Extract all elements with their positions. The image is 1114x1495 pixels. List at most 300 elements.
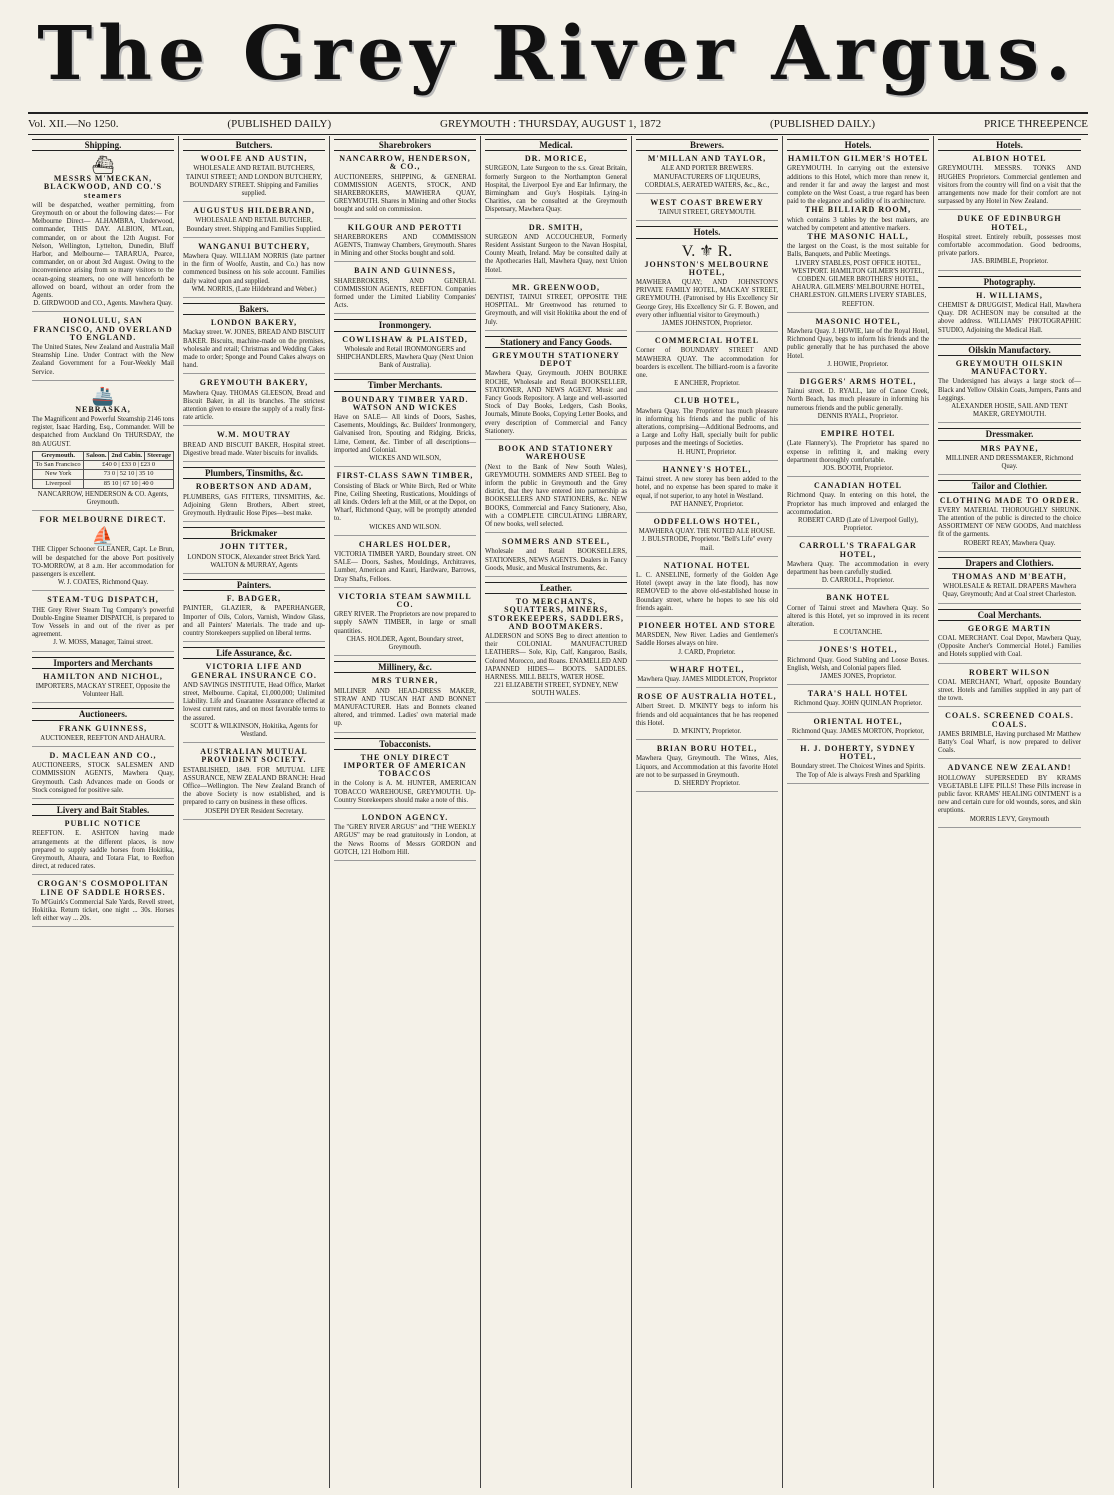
ad-body: Mawhera Quay, Greymouth. JOHN BOURKE ROCHE, Wholesale and Retail BOOKSELLER, STATIONER, AND NEWS AGENT. Music and Fancy Goods Repository. A large and well-assorted Stock of Day Books, Ledgers, Cash Books, Journals, Minute Books, Copying Letter Books, and every description of Commercial and Fancy Stationery. bbox=[485, 370, 627, 435]
ad-body: THE Grey River Steam Tug Company's powerful Double-Engine Steamer DISPATCH, is prepared to Tow Vessels in and out of the river as per agreement. bbox=[32, 606, 174, 639]
ad-title: MASONIC HOTEL, bbox=[815, 316, 901, 326]
fare-values: 85 10 | 67 10 | 40 0 bbox=[84, 479, 174, 488]
schooner-icon: ⛵ bbox=[91, 526, 115, 547]
section-ironmongery: Ironmongery. bbox=[334, 319, 476, 331]
ad-title: H. J. DOHERTY, SYDNEY HOTEL, bbox=[800, 743, 916, 762]
ad-hamilton-nichol bbox=[32, 673, 174, 704]
ad-title: HONOLULU, SAN FRANCISCO, AND OVERLAND TO ENGLAND. bbox=[33, 316, 173, 342]
section-hotels: Hotels. bbox=[636, 226, 778, 238]
ad-body: PLUMBERS, GAS FITTERS, TINSMITHS, &c. Adjoining Glenn Brothers, Albert street, Greymouth. Hydraulic Hose Pipes—best make. bbox=[183, 493, 325, 517]
section-brewers: Brewers. bbox=[636, 139, 778, 151]
ad-body: HOLLOWAY SUPERSEDED BY KRAMS VEGETABLE LIFE PILLS! These Pills increase in public favor. KRAMS' HEALING OINTMENT is a new and certain cure for old wounds, sores, and skin eruptions. bbox=[938, 774, 1081, 815]
steamship-icon: 🚢 bbox=[91, 385, 115, 406]
ad-first-class-timber bbox=[334, 472, 476, 535]
section-medical: Medical. bbox=[485, 139, 627, 151]
ad-body: Mawhera Quay. The accommodation in every department has been carefully studied. bbox=[787, 560, 929, 576]
ad-woolfe-austin bbox=[183, 155, 325, 202]
ad-oilskin bbox=[938, 360, 1081, 423]
section-life-assurance: Life Assurance, &c. bbox=[183, 647, 325, 659]
ad-body: Have on SALE— All kinds of Doors, Sashes, Casements, Mouldings, &c. Builders' Ironmongery, Galvanised Iron, Spouting and Ridging. Bricks, Lime, Cement, &c. Timber of all descriptions—imported and Colonial. bbox=[334, 414, 476, 454]
ad-london-agency bbox=[334, 814, 476, 861]
ad-signature: E COUTANCHE. bbox=[833, 629, 883, 637]
ad-commercial-hotel bbox=[636, 337, 778, 392]
ad-body: Wholesale and Retail IRONMONGERS and SHIPCHANDLERS, Mawhera Quay (Next Union Bank of Australia). bbox=[336, 345, 474, 370]
ad-oddfellows bbox=[636, 518, 778, 557]
fare-values: £40 0 | £33 0 | £23 0 bbox=[84, 461, 174, 470]
ad-body: will be despatched, weather permitting, from Greymouth on or about the following dates:— For Melbourne Direct— ALHAMBRA, Underwood, commander, THIS DAY. ALBION, M'Lean, commander, on or about the 12th August. For Nelson, Wellington, Lyttelton, Dunedin, Bluff Harbor, and Melbourne— TARARUA, Pearce, commander, on or about 3rd August. Owing to the inconvenience arising from so many visitors to the ocean-going steamers, no one will henceforth be allowed on board, without an order from the Agents. bbox=[32, 201, 174, 300]
ad-title: MRS TURNER, bbox=[371, 676, 439, 686]
ad-title: ROSE OF AUSTRALIA HOTEL, bbox=[637, 692, 777, 702]
ad-title: BRIAN BORU HOTEL, bbox=[656, 744, 758, 754]
ad-title: VICTORIA LIFE AND GENERAL INSURANCE CO. bbox=[191, 662, 317, 680]
ad-title: TARA'S HALL HOTEL bbox=[807, 689, 909, 699]
ad-sydney-hotel bbox=[787, 745, 929, 784]
ad-title: NANCARROW, HENDERSON, & CO., bbox=[339, 154, 471, 172]
ad-body: WHOLESALE & RETAIL DRAPERS Mawhera Quay, Greymouth; And at Coal street Charleston. bbox=[942, 583, 1077, 599]
ad-body: EVERY MATERIAL THOROUGHLY SHRUNK. The attention of the public is directed to the choice ASSORTMENT OF NEW GOODS, And matchless fit of the garments. bbox=[938, 506, 1081, 539]
ad-body: Mawhera Quay. THOMAS GLEESON, Bread and Biscuit Baker, in all its branches. The strictest attention given to ensure the supply of a really first-rate article. bbox=[183, 389, 325, 422]
ad-title: ODDFELLOWS HOTEL, bbox=[653, 516, 761, 526]
ad-pioneer-hotel bbox=[636, 622, 778, 661]
column-4 bbox=[481, 136, 632, 1488]
ad-body: The Magnificent and Powerful Steamship 2146 tons register, Isaac Harding, Esq., Commander. Will be despatched from Auckland On THURSDAY, the 8th AUGUST. bbox=[32, 416, 174, 448]
ad-mrs-turner bbox=[334, 677, 476, 732]
ad-body: AUCTIONEER, REEFTON AND AHAURA. bbox=[40, 734, 166, 742]
ad-dr-morice bbox=[485, 155, 627, 218]
ad-greenwood bbox=[485, 284, 627, 331]
ad-thomas-mbeath bbox=[938, 573, 1081, 604]
section-butchers: Butchers. bbox=[183, 139, 325, 151]
ad-hunter bbox=[334, 754, 476, 809]
ad-body: Mawhera Quay. WILLIAM NORRIS (late partner in the firm of Woolfe, Austin, and Co.) has now commenced business on his sole account. Families daily waited upon and supplied. bbox=[183, 253, 325, 285]
ad-title: GEORGE MARTIN bbox=[967, 623, 1052, 633]
ad-body: VICTORIA TIMBER YARD, Boundary street. ON SALE— Doors, Sashes, Mouldings, Architraves, Lumber, American and Kauri, Hardware, Barrows, Dray Shafts, Felloes. bbox=[334, 550, 476, 583]
ad-title: WHARF HOTEL, bbox=[669, 664, 745, 674]
ad-cowlishaw bbox=[334, 336, 476, 375]
ad-title: CANADIAN HOTEL bbox=[813, 481, 902, 491]
masthead bbox=[0, 0, 1114, 108]
ad-diggers-arms bbox=[787, 378, 929, 425]
ad-title: STEAM-TUG DISPATCH, bbox=[47, 595, 159, 605]
ad-title: COMMERCIAL HOTEL bbox=[654, 336, 760, 346]
ad-title: WEST COAST BREWERY bbox=[650, 198, 764, 208]
ad-body: COAL MERCHANT. Coal Depot, Mawhera Quay, (Opposite Ancher's Commercial Hotel.) Families and Hotels supplied with Coal. bbox=[938, 634, 1081, 659]
section-hotels: Hotels. bbox=[787, 139, 929, 151]
section-auctioneers: Auctioneers. bbox=[32, 708, 174, 720]
price: PRICE THREEPENCE bbox=[983, 118, 1088, 130]
ad-title: JOHN TITTER, bbox=[219, 542, 289, 552]
ad-title: SOMMERS AND STEEL, bbox=[501, 537, 611, 547]
ad-body: Mawhera Quay. The Proprietor has much pleasure in informing his friends and the public of his alterations, comprising—Additional Bedrooms, and a Large and Lofty Hall, specially built for public purposes and the meetings of Societies. bbox=[636, 407, 778, 448]
ad-title: GREYMOUTH STATIONERY DEPOT bbox=[492, 351, 620, 369]
section-leather: Leather. bbox=[485, 582, 627, 594]
ad-oriental-hotel bbox=[787, 718, 929, 740]
ad-badger bbox=[183, 595, 325, 642]
volume-number: Vol. XII.—No 1250. bbox=[28, 118, 119, 130]
ad-subtitle: THE BILLIARD ROOM, bbox=[804, 205, 912, 215]
section-painters: Painters. bbox=[183, 579, 325, 591]
section-brickmaker: Brickmaker bbox=[183, 527, 325, 539]
ad-title: JONES'S HOTEL, bbox=[818, 645, 898, 655]
ad-body: Corner of Tainui street and Mawhera Quay. So altered is this Hotel, yet so improved in its recent alteration. bbox=[787, 604, 929, 628]
ad-mmillan bbox=[636, 155, 778, 194]
ad-signature: D. SHERDY Proprietor. bbox=[674, 779, 740, 787]
ad-signature: H. HUNT, Proprietor. bbox=[677, 448, 737, 456]
column-5 bbox=[632, 136, 783, 1488]
ad-steam-tug bbox=[32, 596, 174, 651]
ad-title: LONDON BAKERY, bbox=[210, 318, 298, 328]
ad-maclean bbox=[32, 752, 174, 799]
ad-title: CROGAN'S COSMOPOLITAN LINE OF SADDLE HORSES. bbox=[37, 879, 169, 897]
ad-title: HAMILTON GILMER'S HOTEL bbox=[788, 154, 928, 164]
ad-agent: J. W. MOSS, Manager, Tainui street. bbox=[53, 639, 153, 647]
ad-watson-wickes bbox=[334, 396, 476, 468]
ad-title: GREYMOUTH OILSKIN MANUFACTORY. bbox=[955, 359, 1064, 377]
ad-signature: PAT HANNEY, Proprietor. bbox=[670, 500, 744, 508]
ad-charles-holder bbox=[334, 541, 476, 588]
ad-rose-hotel bbox=[636, 693, 778, 740]
ad-albion-hotel bbox=[938, 155, 1081, 210]
ad-body: The United States, New Zealand and Australia Mail Steamship Line. Under Contract with the New Zealand Government for a Four-Weekly Mail Service. bbox=[32, 344, 174, 376]
ad-title: FIRST-CLASS SAWN TIMBER, bbox=[336, 471, 474, 481]
ad-agent: D. GIRDWOOD and CO., Agents. Mawhera Quay. bbox=[33, 300, 173, 308]
ad-canadian-hotel bbox=[787, 482, 929, 537]
ad-honolulu bbox=[32, 317, 174, 380]
ad-body: Boundary street. The Choicest Wines and Spirits. The Top of Ale is always Fresh and Sparkling bbox=[791, 763, 925, 779]
ad-address: 221 ELIZABETH STREET, SYDNEY, NEW SOUTH WALES. bbox=[493, 682, 619, 698]
ad-carroll-hotel bbox=[787, 542, 929, 589]
ad-title: DIGGERS' ARMS HOTEL, bbox=[799, 377, 917, 387]
ad-gleaner bbox=[32, 546, 174, 591]
ad-body: Mawhera Quay, Greymouth. The Wines, Ales, Liquors, and Accommodation at this favorite Hotel are not to be surpassed in Greymouth. bbox=[636, 755, 778, 779]
ad-title: KILGOUR AND PEROTTI bbox=[347, 222, 463, 232]
ad-title: GREYMOUTH BAKERY, bbox=[199, 378, 309, 388]
ad-body: MAWHERA QUAY. THE NOTED ALE HOUSE. J. BULSTRODE, Proprietor. "Bell's Life" every mail. bbox=[638, 528, 776, 552]
section-photography: Photography. bbox=[938, 276, 1081, 288]
ad-signature: CHAS. HOLDER, Agent, Boundary street, Greymouth. bbox=[346, 635, 464, 651]
ad-dr-smith bbox=[485, 224, 627, 279]
ad-body: AUCTIONEERS, STOCK SALESMEN AND COMMISSION AGENTS, Mawhera Quay, Greymouth. Cash Advances made on Goods or Stock consigned for positive sale. bbox=[32, 762, 174, 794]
ad-mmeckan bbox=[32, 175, 174, 312]
ad-mrs-payne bbox=[938, 445, 1081, 476]
ad-national-hotel bbox=[636, 562, 778, 617]
ad-signature: JAMES JOHNSTON, Proprietor. bbox=[661, 320, 753, 328]
ad-title: D. MACLEAN AND CO., bbox=[49, 750, 157, 760]
ad-body: Wholesale and Retail BOOKSELLERS, STATIONERS, NEWS AGENTS. Dealers in Fancy Goods, Music, and Musical Instruments, &c. bbox=[485, 548, 627, 572]
ship-icon: ⛴ bbox=[91, 155, 115, 176]
section-stationery: Stationery and Fancy Goods. bbox=[485, 336, 627, 348]
ad-title: FRANK GUINNESS, bbox=[58, 723, 148, 733]
ad-title: BOUNDARY TIMBER YARD. WATSON AND WICKES bbox=[341, 394, 469, 412]
section-oilskin: Oilskin Manufactory. bbox=[938, 344, 1081, 356]
ad-wharf-hotel bbox=[636, 666, 778, 688]
ad-body: L. C. ANSELINE, formerly of the Golden Age Hotel (swept away in the late flood), has now REMOVED to the above old-established house in Boundary street, where he hopes to see his old friends again. bbox=[636, 571, 778, 612]
published-left: (PUBLISHED DAILY) bbox=[227, 118, 332, 130]
ad-signature: JOS. BOOTH, Proprietor. bbox=[822, 464, 894, 472]
section-dressmaker: Dressmaker. bbox=[938, 428, 1081, 440]
ad-title: BAIN AND GUINNESS, bbox=[354, 266, 456, 276]
ad-title: COALS. SCREENED COALS. COALS. bbox=[945, 711, 1074, 729]
ad-body: in the Colony is A. M. HUNTER, AMERICAN TOBACCO WAREHOUSE, GREYMOUTH. Up-Country Storekeepers should make a note of this. bbox=[334, 780, 476, 804]
ad-body: JAMES BRIMBLE, Having purchased Mr Matthew Batty's Coal Wharf, is now prepared to deliver Coals. bbox=[938, 730, 1081, 755]
columns bbox=[28, 136, 1086, 1488]
ad-nancarrow bbox=[334, 155, 476, 218]
ad-signature: JAS. BRIMBLE, Proprietor. bbox=[970, 258, 1049, 266]
fare-destination: Liverpool bbox=[33, 479, 84, 488]
ad-title: FOR MELBOURNE DIRECT. bbox=[39, 515, 167, 525]
ad-roche bbox=[485, 352, 627, 440]
ad-body: MILLINER AND HEAD-DRESS MAKER, STRAW AND TUSCAN HAT AND BONNET MANUFACTURER. Hats and Bonnets cleaned altered, and trimmed. Ladies' own material made up. bbox=[334, 687, 476, 728]
ad-body: Corner of BOUNDARY STREET AND MAWHERA QUAY. The accommodation for boarders is excellent. The billiard-room is a favorite one. bbox=[636, 347, 778, 380]
ad-body: PAINTER, GLAZIER, & PAPERHANGER, Importer of Oils, Colors, Varnish, Window Glass, and all Painters' Materials. The trade and up-country Storekeepers supplied on liberal terms. bbox=[183, 605, 325, 637]
ad-body: Richmond Quay. Good Stabling and Loose Boxes. English, Welsh, and Colonial papers filed. bbox=[787, 656, 929, 672]
column-3 bbox=[330, 136, 481, 1488]
ad-guinness bbox=[32, 725, 174, 747]
ad-body: which contains 3 tables by the best makers, are watched by competent and attentive markers. bbox=[787, 216, 929, 232]
ad-signature: D. CARROLL, Proprietor. bbox=[821, 577, 895, 585]
ad-coals bbox=[938, 712, 1081, 759]
ad-jones-hotel bbox=[787, 646, 929, 685]
fare-table bbox=[32, 451, 174, 489]
ad-agent: NANCARROW, HENDERSON & CO. Agents, Greymouth. bbox=[37, 490, 169, 506]
ad-title: ROBERT WILSON bbox=[968, 667, 1051, 677]
ad-body: AUCTIONEERS, SHIPPING, & GENERAL COMMISSION AGENTS, STOCK, AND SHAREBROKERS, MAWHERA QUAY, GREYMOUTH. Shares in Mining and other Stocks bought and sold on commission. bbox=[334, 173, 476, 214]
ad-body: REEFTON. E. ASHTON having made arrangements at the different places, is now prepared to supply saddle horses from Hokitika, Greymouth, Ahaura, and Totara Flat, to Reefton direct, at reduced rates. bbox=[32, 830, 174, 871]
ad-title: ROBERTSON AND ADAM, bbox=[195, 482, 313, 492]
royal-crest-icon: V. ⚜ R. bbox=[681, 242, 733, 260]
fare-header: Greymouth. bbox=[33, 451, 84, 460]
section-coal: Coal Merchants. bbox=[938, 609, 1081, 621]
ad-title: BANK HOTEL bbox=[826, 593, 890, 603]
ad-moutray bbox=[183, 431, 325, 462]
ad-title: W.M. MOUTRAY bbox=[216, 430, 292, 440]
ad-body: TAINUI STREET, GREYMOUTH. bbox=[658, 209, 756, 217]
fare-header: 2nd Cabin. bbox=[109, 451, 145, 460]
ad-title: WOOLFE AND AUSTIN, bbox=[200, 154, 308, 164]
ad-title: PIONEER HOTEL AND STORE bbox=[638, 620, 776, 630]
ad-body: (Next to the Bank of New South Wales), GREYMOUTH. SOMMERS AND STEEL Beg to inform the public in Greymouth and the Grey district, that they have entered into partnership as BOOKSELLERS AND STATIONERS, &c. NEW BOOKS, Commercial and Fancy Stationery, Also, with a COMPLETE CIRCULATING LIBRARY, Of new books, well selected. bbox=[485, 463, 627, 528]
ad-advance-nz bbox=[938, 764, 1081, 827]
ad-signature: JAMES JONES, Proprietor. bbox=[820, 672, 896, 680]
ad-title: ALBION HOTEL bbox=[972, 154, 1047, 164]
ad-signature: J. CARD, Proprietor. bbox=[678, 648, 736, 656]
section-timber: Timber Merchants. bbox=[334, 379, 476, 391]
ad-title: AUSTRALIAN MUTUAL PROVIDENT SOCIETY. bbox=[200, 747, 308, 765]
ad-body: ALDERSON and SONS Beg to direct attention to their COLONIAL MANUFACTURED LEATHERS— Sole, Kip, Calf, Kangaroo, Basils, Colored Morocco, and Roans. ENAMELLED AND JAPANNED HIDES— BOOTS. SADDLES. HARNESS. MILL BELTS, WATER HOSE. bbox=[485, 632, 627, 681]
ad-title: THE ONLY DIRECT IMPORTER OF AMERICAN TOBACCOS bbox=[343, 752, 467, 779]
column-1 bbox=[28, 136, 179, 1488]
ad-title: CLUB HOTEL, bbox=[674, 396, 740, 406]
ad-title: DR. MORICE, bbox=[524, 154, 588, 164]
ad-signature: DENNIS RYALL, Proprietor. bbox=[817, 412, 899, 420]
ad-title: NATIONAL HOTEL bbox=[663, 560, 751, 570]
ad-body: SURGEON AND ACCOUCHEUR, Formerly Resident Assistant Surgeon to the Navan Hospital, County Meath, Ireland. May be consulted daily at the Apothecaries Hall, Mawhera Quay, next Union Hotel. bbox=[485, 233, 627, 274]
ad-titter bbox=[183, 543, 325, 574]
ad-masonic-hotel bbox=[787, 318, 929, 373]
ad-body: GREYMOUTH. In carrying out the extensive additions to this Hotel, which more than renew it, and render it far and away the largest and most complete on the West Coast, a true regard has been paid to the elegance and solidity of its architecture. bbox=[787, 165, 929, 206]
place-date: GREYMOUTH : THURSDAY, AUGUST 1, 1872 bbox=[440, 118, 662, 130]
ad-signature: WM. NORRIS, (Late Hildebrand and Weber.) bbox=[191, 285, 317, 293]
ad-title: TO MERCHANTS, SQUATTERS, MINERS, STOREKEEPERS, SADDLERS, AND BOOTMAKERS. bbox=[488, 597, 624, 631]
section-tailor: Tailor and Clothier. bbox=[938, 480, 1081, 492]
ad-williams bbox=[938, 292, 1081, 339]
fare-header: Steerage bbox=[145, 451, 174, 460]
ad-body: Tainui street. D. RYALL, late of Canoe Creek, North Beach, has much pleasure in informing his numerous friends and the public generally. bbox=[787, 388, 929, 412]
ad-body: ESTABLISHED, 1849. FOR MUTUAL LIFE ASSURANCE, NEW ZEALAND BRANCH: Head Office—Wellington. The New Zealand Branch of the above Society is now established, and is prepared to carry on business in these offices. bbox=[183, 766, 325, 807]
ad-signature: D. M'KINTY, Proprietor. bbox=[672, 727, 742, 735]
ad-title: M'MILLAN AND TAYLOR, bbox=[647, 154, 767, 164]
ad-signature: ROBERT CARD (Late of Liverpool Gully), Proprietor. bbox=[798, 516, 918, 533]
ad-body: Hospital street. Entirely rebuilt, possesses most comfortable accommodation. Good bedrooms, private parlors. bbox=[938, 233, 1081, 258]
dateline bbox=[28, 112, 1088, 135]
masthead-title: The Grey River Argus. bbox=[37, 11, 1077, 97]
ad-bain-guinness bbox=[334, 267, 476, 314]
ad-body: MILLINER AND DRESSMAKER, Richmond Quay. bbox=[945, 454, 1074, 471]
section-livery: Livery and Bait Stables. bbox=[32, 804, 174, 816]
ad-body: MAWHERA QUAY; AND JOHNSTON'S PRIVATE FAMILY HOTEL, MACKAY STREET, GREYMOUTH. (Patronised by His Excellency Sir George Grey, His Excellency Sir G. F. Bowen, and every other influential visitor to Greymouth.) bbox=[636, 279, 778, 319]
section-sharebrokers: Sharebrokers bbox=[334, 139, 476, 151]
ad-bank-hotel bbox=[787, 594, 929, 641]
ad-signature: ALEXANDER HOSIE, SAIL AND TENT MAKER, GREYMOUTH. bbox=[951, 403, 1068, 419]
ad-gilmer-hotel bbox=[787, 155, 929, 313]
ad-body: GREY RIVER. The Proprietors are now prepared to supply SAWN TIMBER, in large or small quantities. bbox=[334, 611, 476, 635]
ad-body: LIVERY STABLES, POST OFFICE HOTEL, WESTPORT. HAMILTON GILMER'S HOTEL, COBDEN. GILMER BROTHERS' HOTEL, AHAURA. GILMERS' MELBOURNE HOTEL, CHARLESTON. GILMERS LIVERY STABLES, REEFTON. bbox=[789, 259, 927, 308]
ad-body: WHOLESALE AND RETAIL BUTCHERS, TAINUI STREET; AND LONDON BUTCHERY, BOUNDARY STREET. Shipping and Families supplied. bbox=[185, 165, 323, 198]
ad-steam-sawmill bbox=[334, 593, 476, 656]
ad-body: Mackay street. W. JONES, BREAD AND BISCUIT BAKER. Biscuits, machine-made on the premises, wholesale and retail; Christmas and Wedding Cakes made to order; Sponge and Pound Cakes always on hand. bbox=[183, 329, 325, 370]
ad-body: GREYMOUTH. MESSRS. TONKS AND HUGHES Proprietors. Commercial gentlemen and visitors from the country will find on a visit that the arrangements now made for their comfort are not surpassed by any Hotel in New Zealand. bbox=[938, 165, 1081, 206]
ad-body: CHEMIST & DRUGGIST, Medical Hall, Mawhera Quay. DR ACHESON may be consulted at the above address. WILLIAMS' PHOTOGRAPHIC STUDIO, Adjoining the Medical Hall. bbox=[938, 302, 1081, 334]
ad-title: EMPIRE HOTEL bbox=[820, 429, 896, 439]
ad-body: WHOLESALE AND RETAIL BUTCHER, Boundary street. Shipping and Families Supplied. bbox=[186, 217, 322, 233]
ad-signature: E ANCHER, Proprietor. bbox=[674, 380, 740, 388]
ad-title: COWLISHAW & PLAISTED, bbox=[342, 334, 468, 344]
ad-hanney-hotel bbox=[636, 466, 778, 513]
ad-body: The Undersigned has always a large stock of— Black and Yellow Oilskin Coats, Jumpers, Pants and Leggings. bbox=[938, 378, 1081, 402]
ad-wanganui bbox=[183, 243, 325, 298]
ad-hildebrand bbox=[183, 207, 325, 238]
section-millinery: Millinery, &c. bbox=[334, 661, 476, 673]
ad-title: PUBLIC NOTICE bbox=[64, 819, 142, 829]
ad-body: COAL MERCHANT, Wharf, opposite Boundary street. Hotels and families supplied in any part of the town. bbox=[938, 678, 1081, 703]
fare-destination: To San Francisco bbox=[33, 461, 84, 470]
ad-london-bakery bbox=[183, 319, 325, 374]
section-plumbers: Plumbers, Tinsmiths, &c. bbox=[183, 467, 325, 479]
ad-subtitle: THE MASONIC HALL, bbox=[807, 232, 909, 242]
ad-title: DUKE OF EDINBURGH HOTEL, bbox=[957, 214, 1062, 232]
ad-empire-hotel bbox=[787, 430, 929, 477]
ad-nebraska bbox=[32, 406, 174, 511]
section-drapers: Drapers and Clothiers. bbox=[938, 557, 1081, 569]
ad-title: CHARLES HOLDER, bbox=[358, 539, 452, 549]
ad-body: Richmond Quay. In entering on this hotel, the Proprietor has much improved and enlarged the accommodation. bbox=[787, 492, 929, 516]
ad-agent: SCOTT & WILKINSON, Hokitika, Agents for Westland. bbox=[190, 722, 318, 738]
ad-body: Albert Street. D. M'KINTY begs to inform his friends and old acquaintances that he has reopened this Hotel. bbox=[636, 703, 778, 727]
ad-body: THE Clipper Schooner GLEANER, Capt. Le Brun, will be despatched for the above Port positively TO-MORROW, at 8 a.m. Her accommodation for passengers is excellent. bbox=[32, 546, 174, 578]
published-right: (PUBLISHED DAILY.) bbox=[770, 118, 876, 130]
ad-body: LONDON STOCK, Alexander street Brick Yard. WALTON & MURRAY, Agents bbox=[187, 553, 321, 569]
ad-signature: WICKES AND WILSON, bbox=[369, 455, 441, 463]
column-2 bbox=[179, 136, 330, 1488]
column-7 bbox=[934, 136, 1085, 1488]
ad-signature: ROBERT REAY, Mawhera Quay. bbox=[963, 539, 1056, 547]
ad-title: VICTORIA STEAM SAWMILL CO. bbox=[338, 591, 472, 609]
ad-alderson bbox=[485, 598, 627, 702]
ad-signature: MORRIS LEVY, Greymouth bbox=[969, 815, 1050, 823]
ad-club-hotel bbox=[636, 397, 778, 460]
ad-title: F. BADGER, bbox=[226, 594, 282, 604]
ad-victoria-life bbox=[183, 663, 325, 743]
ad-body: To M'Guirk's Commercial Sale Yards, Revell street, Hokitika. Return ticket, one night ... 30s. Horses left either way ... 20s. bbox=[32, 898, 174, 923]
ad-title: ORIENTAL HOTEL, bbox=[813, 716, 903, 726]
ad-george-martin bbox=[938, 625, 1081, 664]
ad-sommers-steel bbox=[485, 538, 627, 577]
ad-body: MARSDEN, New River. Ladies and Gentlemen's Saddle Horses always on hire. bbox=[636, 632, 778, 648]
ad-johnston bbox=[636, 261, 778, 333]
ad-body: Consisting of Black or White Birch, Red or White Pine, Ceiling Sheeting, Rustications, Mouldings of all kinds. Orders left at the Mill, or at the Depot, on Wharf, Richmond Quay, will be promptly attended to. bbox=[334, 482, 476, 523]
ad-body: SHAREBROKERS, AND GENERAL COMMISSION AGENTS, REEFTON. Companies formed under the Limited Liability Companies' Acts. bbox=[334, 277, 476, 310]
ad-title: NEBRASKA, bbox=[75, 404, 131, 414]
ad-west-coast-brewery bbox=[636, 199, 778, 221]
ad-body: The "GREY RIVER ARGUS" and "THE WEEKLY ARGUS" may be read gratuitously in London, at the News Rooms of Messrs GORDON and GOTCH, 121 Holborn Hill. bbox=[334, 824, 476, 856]
ad-taras-hall bbox=[787, 690, 929, 712]
ad-title: MRS PAYNE, bbox=[980, 443, 1039, 453]
ad-kilgour bbox=[334, 224, 476, 263]
ad-body: IMPORTERS, MACKAY STREET, Opposite the Volunteer Hall. bbox=[35, 682, 171, 699]
fare-destination: New York bbox=[33, 470, 84, 479]
section-bakers: Bakers. bbox=[183, 303, 325, 315]
ad-title: HANNEY'S HOTEL, bbox=[662, 464, 752, 474]
ad-title: BOOK AND STATIONERY WAREHOUSE bbox=[498, 444, 614, 462]
ad-body: DENTIST, TAINUI STREET, OPPOSITE THE HOSPITAL. Mr Greenwood has returned to Greymouth, and will visit Hokitika about the end of July. bbox=[485, 294, 627, 326]
ad-agent: W. J. COATES, Richmond Quay. bbox=[57, 579, 149, 587]
fare-header: Saloon. bbox=[84, 451, 109, 460]
ad-body: SURGEON, Late Surgeon to the s.s. Great Britain, formerly Surgeon to the Northampton General Hospital, the Liverpool Eye and Ear Infirmary, the Birmingham and Guy's Hospitals. Lying-in Charities, can be consulted at the Greymouth Dispensary, Mawhera Quay. bbox=[485, 165, 627, 214]
ad-body: Mawhera Quay. J. HOWIE, late of the Royal Hotel, Richmond Quay, begs to inform his friends and the public generally that he has purchased the above Hotel. bbox=[787, 328, 929, 360]
ad-body: (Late Flannery's). The Proprietor has spared no expense in refitting it, and making every department thoroughly comfortable. bbox=[787, 440, 929, 464]
ad-title: WANGANUI BUTCHERY, bbox=[198, 241, 310, 251]
ad-title: MR. GREENWOOD, bbox=[512, 282, 600, 292]
ad-body: AND SAVINGS INSTITUTE, Head Office, Market street, Melbourne. Capital, £1,000,000; Unlimited Liability. Life and Guarantee Assurance effected at lowest current rates, and on most favorable terms to the assured. bbox=[183, 681, 325, 722]
fare-values: 73 0 | 52 10 | 35 10 bbox=[84, 470, 174, 479]
ad-greymouth-bakery bbox=[183, 379, 325, 426]
ad-robertson-adam bbox=[183, 483, 325, 522]
ad-title: AUGUSTUS HILDEBRAND, bbox=[193, 206, 315, 216]
section-hotels: Hotels. bbox=[938, 139, 1081, 151]
ad-public-notice bbox=[32, 820, 174, 875]
ad-title: THOMAS AND M'BEATH, bbox=[952, 571, 1067, 581]
ad-amp bbox=[183, 748, 325, 820]
ad-title: DR. SMITH, bbox=[528, 222, 584, 232]
ad-body: Richmond Quay. JOHN QUINLAN Proprietor. bbox=[793, 700, 923, 708]
ad-title: HAMILTON AND NICHOL, bbox=[43, 671, 163, 681]
ad-brian-boru bbox=[636, 745, 778, 792]
column-6 bbox=[783, 136, 934, 1488]
ad-body: the largest on the Coast, is the most suitable for Balls, Banquets, and Public Meetings. bbox=[787, 243, 929, 259]
ad-book-warehouse bbox=[485, 445, 627, 533]
ad-title: LONDON AGENCY. bbox=[361, 813, 449, 822]
ad-title: H. WILLIAMS, bbox=[976, 290, 1043, 300]
ad-signature: J. HOWIE, Proprietor. bbox=[827, 360, 889, 368]
ad-robert-wilson bbox=[938, 669, 1081, 708]
ad-body: BREAD AND BISCUIT BAKER, Hospital street. Digestive bread made. Water biscuits for invalids. bbox=[183, 441, 325, 457]
ad-body: Richmond Quay. JAMES MORTON, Proprietor, bbox=[791, 727, 925, 735]
ad-title: CLOTHING MADE TO ORDER. bbox=[939, 495, 1080, 505]
ad-crogan bbox=[32, 880, 174, 927]
ad-title: MESSRS M'MECKAN, BLACKWOOD, AND CO.'S steamers bbox=[43, 174, 163, 200]
section-importers: Importers and Merchants bbox=[32, 657, 174, 669]
ad-body: Mawhera Quay. JAMES MIDDLETON, Proprietor bbox=[637, 675, 777, 683]
